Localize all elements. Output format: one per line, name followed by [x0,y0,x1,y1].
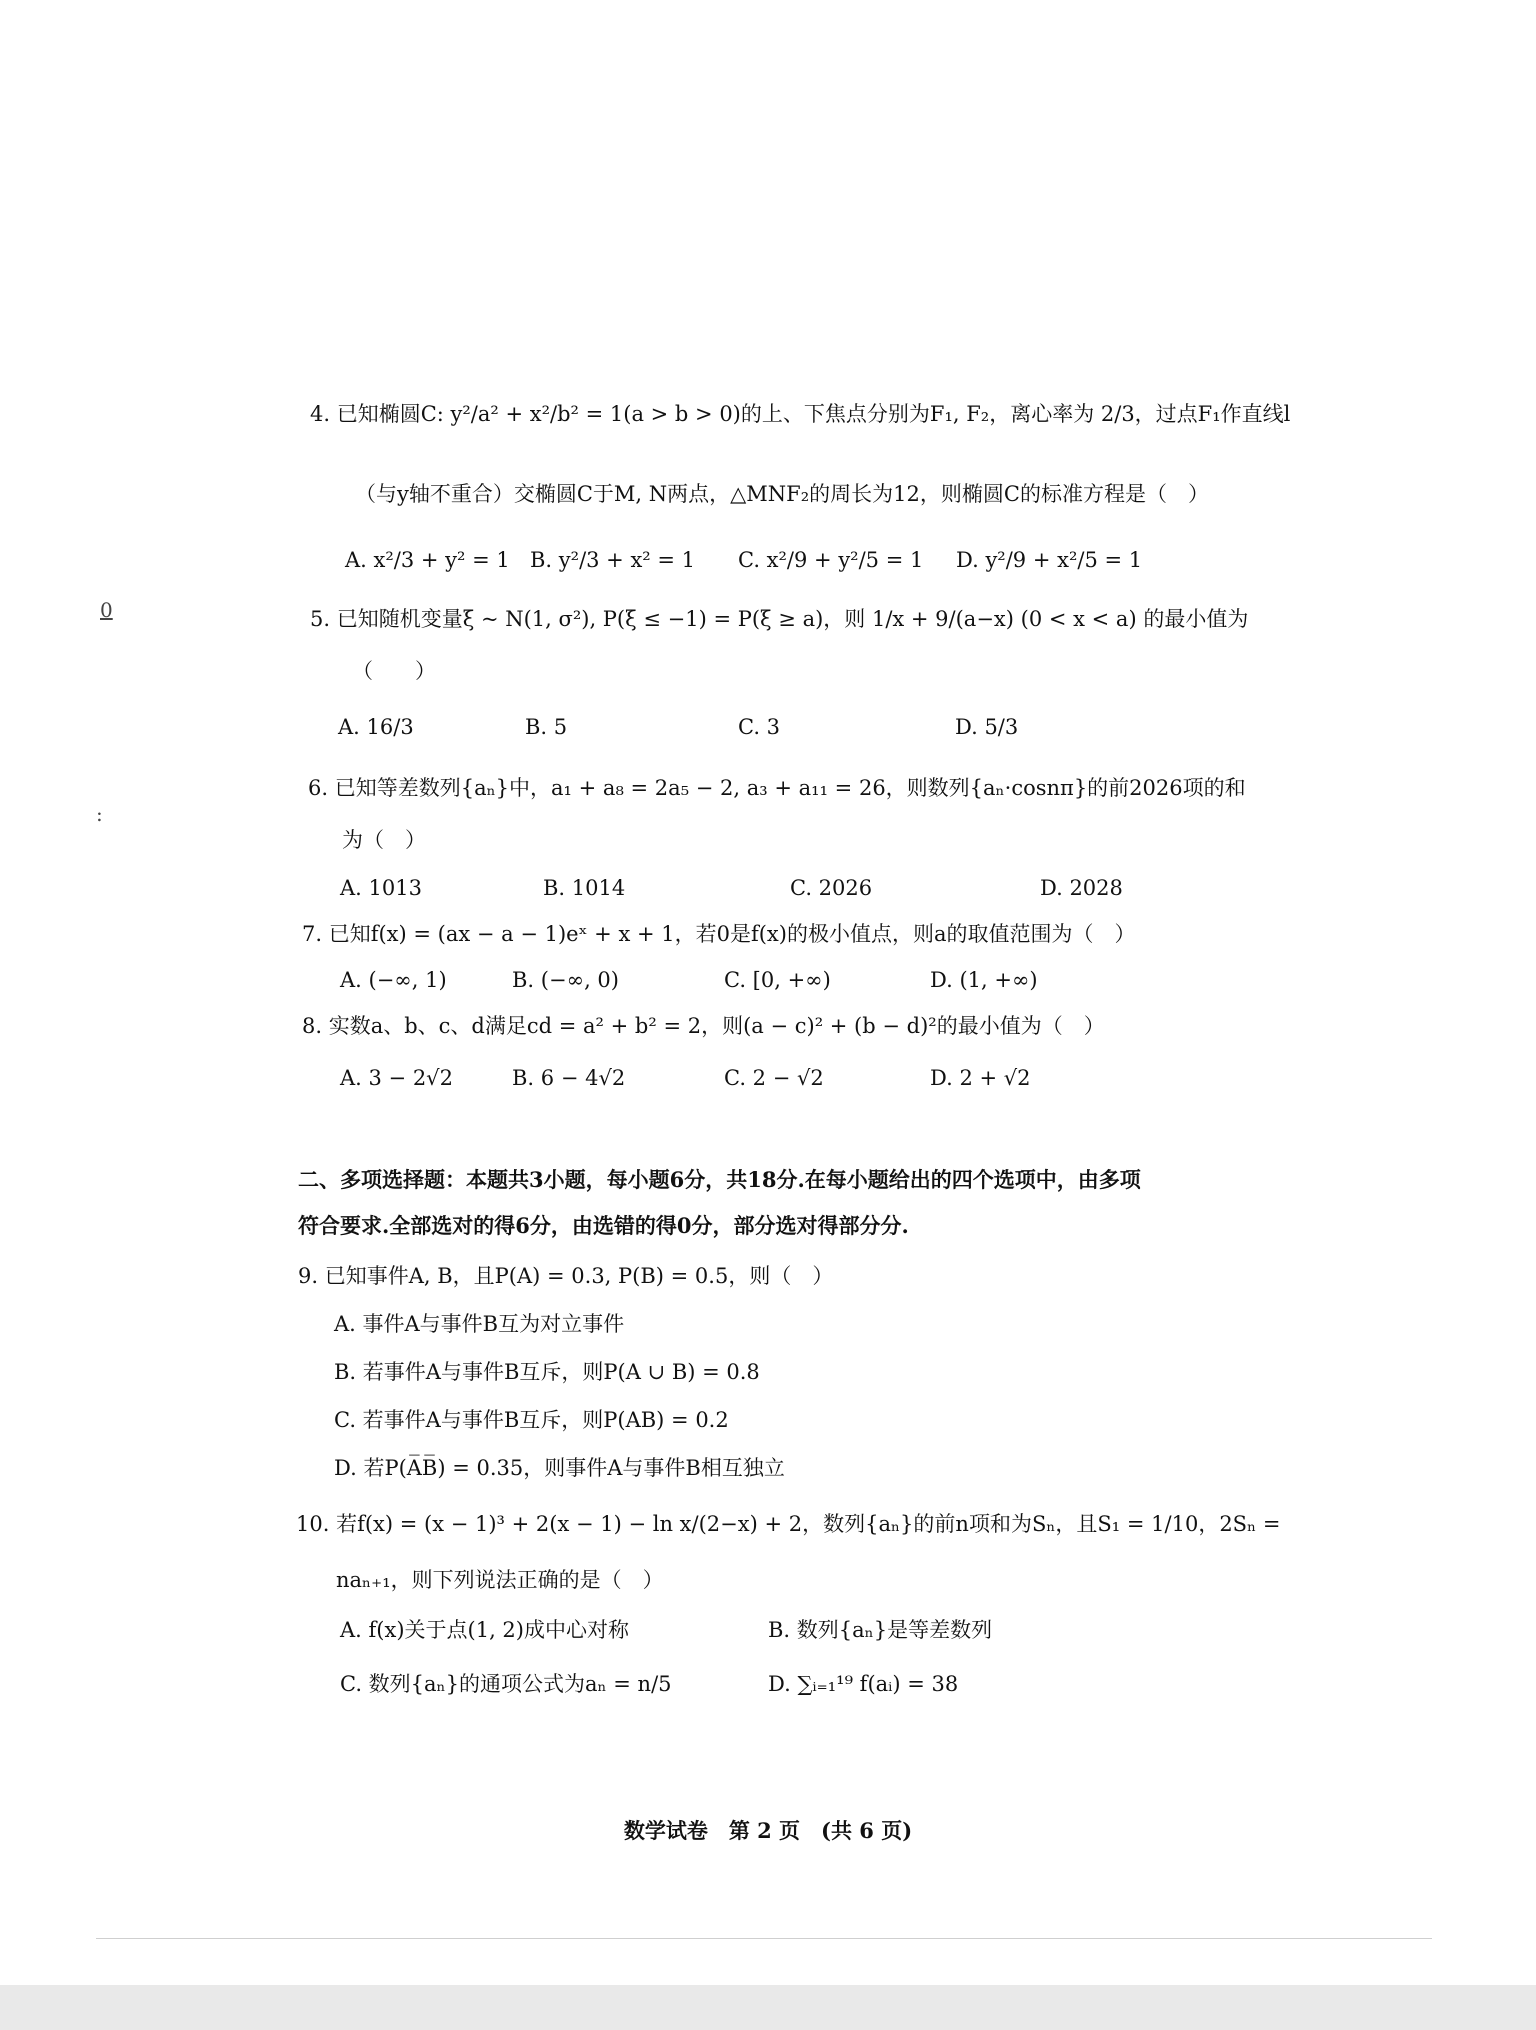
q5-option-b: B. 5 [525,715,568,739]
q10-option-a: A. f(x)关于点(1, 2)成中心对称 [340,1618,629,1642]
q4-line1: 4. 已知椭圆C: y²/a² + x²/b² = 1(a > b > 0)的上、下焦点分别为F₁, F₂，离心率为 2/3，过点F₁作直线l [310,402,1291,426]
q8-option-d: D. 2 + √2 [930,1066,1031,1090]
q4-option-b: B. y²/3 + x² = 1 [530,548,696,572]
q8-option-c: C. 2 − √2 [724,1066,824,1090]
q10-option-d: D. ∑ᵢ₌₁¹⁹ f(aᵢ) = 38 [768,1672,959,1696]
q7-option-b: B. (−∞, 0) [512,968,619,992]
q5-option-c: C. 3 [738,715,781,739]
section2-line1: 二、多项选择题：本题共3小题，每小题6分，共18分.在每小题给出的四个选项中，由多项 [298,1167,1141,1192]
q9-option-b: B. 若事件A与事件B互斥，则P(A ∪ B) = 0.8 [334,1360,760,1384]
q4-line2: （与y轴不重合）交椭圆C于M, N两点，△MNF₂的周长为12，则椭圆C的标准方程是（ ） [355,482,1209,506]
q5-option-d: D. 5/3 [955,715,1019,739]
q10-line1: 10. 若f(x) = (x − 1)³ + 2(x − 1) − ln x/(2−x) + 2，数列{aₙ}的前n项和为Sₙ，且S₁ = 1/10，2Sₙ = [296,1512,1281,1536]
q8-option-b: B. 6 − 4√2 [512,1066,626,1090]
page-footer: 数学试卷 第 2 页 (共 6 页) [623,1818,913,1843]
q6-option-b: B. 1014 [543,876,626,900]
q8-line1: 8. 实数a、b、c、d满足cd = a² + b² = 2，则(a − c)² + (b − d)²的最小值为（ ） [302,1014,1105,1038]
margin-mark: 0 [100,598,113,622]
margin-dots: : [96,802,103,826]
q7-option-d: D. (1, +∞) [930,968,1038,992]
q7-line1: 7. 已知f(x) = (ax − a − 1)eˣ + x + 1，若0是f(x)的极小值点，则a的取值范围为（ ） [302,922,1136,946]
q4-option-a: A. x²/3 + y² = 1 [345,548,510,572]
q6-option-c: C. 2026 [790,876,873,900]
q9-option-c: C. 若事件A与事件B互斥，则P(AB) = 0.2 [334,1408,729,1432]
q10-line2: naₙ₊₁，则下列说法正确的是（ ） [336,1568,664,1592]
q8-option-a: A. 3 − 2√2 [340,1066,453,1090]
q5-line2: （ ） [352,659,436,683]
q4-option-c: C. x²/9 + y²/5 = 1 [738,548,924,572]
q7-option-a: A. (−∞, 1) [340,968,447,992]
q6-line2: 为（ ） [342,828,426,852]
q4-option-d: D. y²/9 + x²/5 = 1 [956,548,1143,572]
q6-option-a: A. 1013 [340,876,422,900]
q5-line1: 5. 已知随机变量ξ ~ N(1, σ²), P(ξ ≤ −1) = P(ξ ≥ a)，则 1/x + 9/(a−x) (0 < x < a) 的最小值为 [310,607,1249,631]
q6-option-d: D. 2028 [1040,876,1123,900]
q9-option-d: D. 若P(A̅B̅) = 0.35，则事件A与事件B相互独立 [334,1456,785,1480]
q6-line1: 6. 已知等差数列{aₙ}中，a₁ + a₈ = 2a₅ − 2, a₃ + a₁₁ = 26，则数列{aₙ·cosnπ}的前2026项的和 [308,776,1246,800]
q10-option-c: C. 数列{aₙ}的通项公式为aₙ = n/5 [340,1672,672,1696]
scan-bottom-strip [0,1985,1536,2030]
section2-line2: 符合要求.全部选对的得6分，由选错的得0分，部分选对得部分分. [298,1213,909,1238]
q10-option-b: B. 数列{aₙ}是等差数列 [768,1618,993,1642]
q9-line1: 9. 已知事件A, B，且P(A) = 0.3, P(B) = 0.5，则（ ） [298,1264,834,1288]
q9-option-a: A. 事件A与事件B互为对立事件 [334,1312,625,1336]
q5-option-a: A. 16/3 [338,715,414,739]
scan-edge-line [96,1938,1432,1939]
q7-option-c: C. [0, +∞) [724,968,831,992]
